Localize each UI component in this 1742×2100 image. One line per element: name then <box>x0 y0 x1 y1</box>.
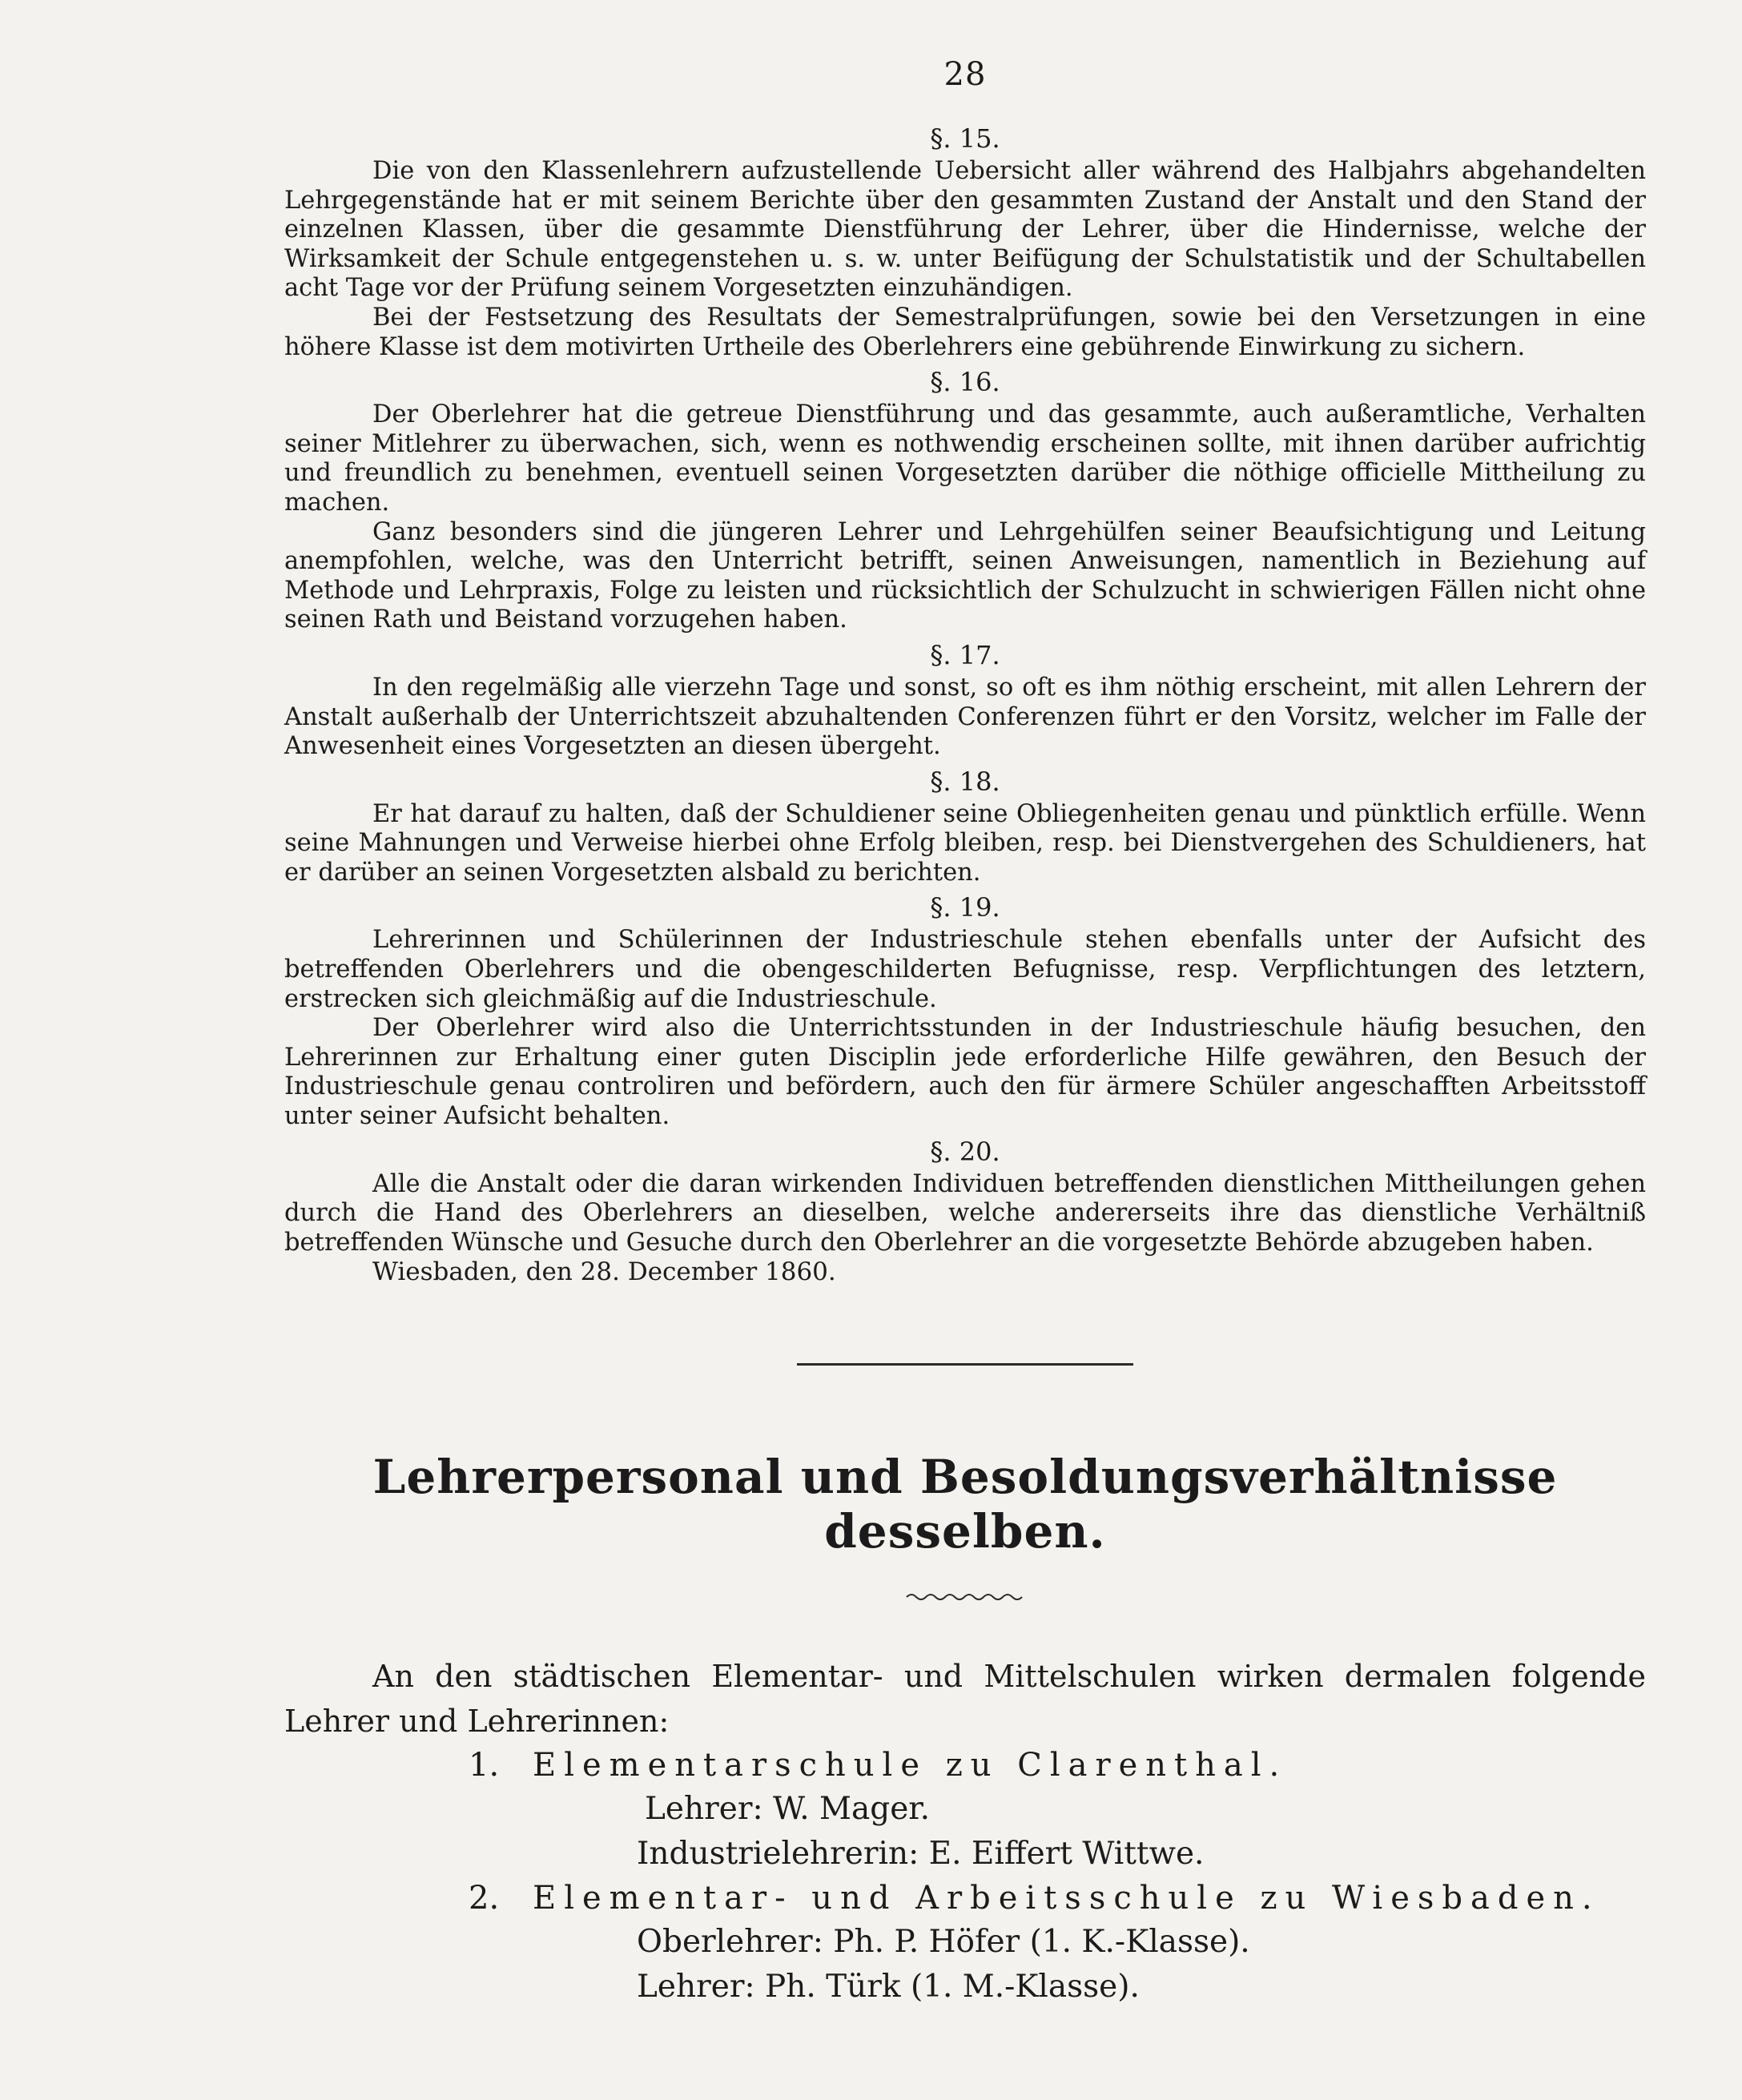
school-entry <box>284 1877 1646 1920</box>
section-heading: §. 17. <box>930 639 1000 670</box>
intro-text: An den städtischen Elementar- und Mittelschulen wirken dermalen folgende Lehrer und Lehrerinnen: <box>284 1659 1646 1740</box>
chapter-heading: Lehrerpersonal und Besoldungsverhältnisse desselben. <box>372 1450 1558 1559</box>
ornament-divider <box>284 1591 1646 1606</box>
section-heading: §. 15. <box>930 123 1000 154</box>
section-heading: §. 18. <box>930 766 1000 797</box>
signature-line: Wiesbaden, den 28. December 1860. <box>372 1257 836 1287</box>
paragraph: Ganz besonders sind die jüngeren Lehrer und Lehrgehülfen seiner Beaufsichtigung und Leitung anempfohlen, welche, was den Unterricht betrifft, seinen Anweisungen, namentlich in Beziehung auf Methode und Lehrpraxis, Folge zu leisten und rücksichtlich der Schulzucht in schwierigen Fällen nicht ohne seinen Rath und Beistand vorzugehen haben. <box>284 517 1646 634</box>
staff-entry: Industrielehrerin: E. Eiffert Wittwe. <box>637 1836 1205 1873</box>
staff-entry: Lehrer: W. Mager. <box>645 1791 931 1828</box>
staff-entry: Oberlehrer: Ph. P. Höfer (1. K.-Klasse). <box>637 1924 1250 1961</box>
horizontal-rule <box>797 1363 1133 1366</box>
paragraph: Lehrerinnen und Schülerinnen der Industrieschule stehen ebenfalls unter der Aufsicht des betreffenden Oberlehrers und die obengeschilderten Befugnisse, resp. Verpflichtungen des letztern, erstrecken sich gleichmäßig auf die Industrieschule. <box>284 926 1646 1013</box>
school-number: 2. <box>469 1880 500 1917</box>
page-number: 28 <box>943 56 987 93</box>
school-number: 1. <box>469 1747 500 1784</box>
paragraph: Bei der Festsetzung des Resultats der Semestralprüfungen, sowie bei den Versetzungen in eine höhere Klasse ist dem motivirten Urtheile des Oberlehrers eine gebührende Einwirkung zu sichern. <box>284 303 1646 361</box>
paragraph: Alle die Anstalt oder die daran wirkenden Individuen betreffenden dienstlichen Mittheilungen gehen durch die Hand des Oberlehrers an dieselben, welche andererseits ihre das dienstliche Verhältniß betreffenden Wünsche und Gesuche durch den Oberlehrer an die vorgesetzte Behörde abzugeben haben. <box>284 1169 1646 1257</box>
paragraph: In den regelmäßig alle vierzehn Tage und sonst, so oft es ihm nöthig erscheint, mit allen Lehrern der Anstalt außerhalb der Unterrichtszeit abzuhaltenden Conferenzen führt er den Vorsitz, welcher im Falle der Anwesenheit eines Vorgesetzten an diesen übergeht. <box>284 673 1646 761</box>
paragraph: Er hat darauf zu halten, daß der Schuldiener seine Obliegenheiten genau und pünktlich erfülle. Wenn seine Mahnungen und Verweise hierbei ohne Erfolg bleiben, resp. bei Dienstvergehen des Schuldieners, hat er darüber an seinen Vorgesetzten alsbald zu berichten. <box>284 799 1646 887</box>
paragraph: Der Oberlehrer hat die getreue Dienstführung und das gesammte, auch außeramtliche, Verhalten seiner Mitlehrer zu überwachen, sich, wenn es nothwendig erscheinen sollte, mit ihnen darüber aufrichtig und freundlich zu benehmen, eventuell seinen Vorgesetzten darüber die nöthige officielle Mittheilung zu machen. <box>284 400 1646 517</box>
staff-entry: Lehrer: Ph. Türk (1. M.-Klasse). <box>637 1969 1140 2005</box>
school-name: Elementar- und Arbeitsschule zu Wiesbaden. <box>533 1880 1600 1917</box>
section-heading: §. 20. <box>930 1136 1000 1167</box>
section-heading: §. 19. <box>930 892 1000 923</box>
squiggle-ornament-icon <box>905 1591 1025 1603</box>
paragraph: Die von den Klassenlehrern aufzustellende Uebersicht aller während des Halbjahrs abgehandelten Lehrgegenstände hat er mit seinem Berichte über den gesammten Zustand der Anstalt und den Stand der einzelnen Klassen, über die gesammte Dienstführung der Lehrer, über die Hindernisse, welche der Wirksamkeit der Schule entgegenstehen u. s. w. unter Beifügung der Schulstatistik und der Schultabellen acht Tage vor der Prüfung seinem Vorgesetzten einzuhändigen. <box>284 157 1646 303</box>
school-entry <box>284 1744 1646 1787</box>
school-name: Elementarschule zu Clarenthal. <box>533 1747 1288 1784</box>
paragraph: Der Oberlehrer wird also die Unterrichtsstunden in der Industrieschule häufig besuchen, den Lehrerinnen zur Erhaltung einer guten Disciplin jede erforderliche Hilfe gewähren, den Besuch der Industrieschule genau controliren und befördern, auch den für ärmere Schüler angeschafften Arbeitsstoff unter seiner Aufsicht behalten. <box>284 1014 1646 1131</box>
section-heading: §. 16. <box>930 367 1000 398</box>
